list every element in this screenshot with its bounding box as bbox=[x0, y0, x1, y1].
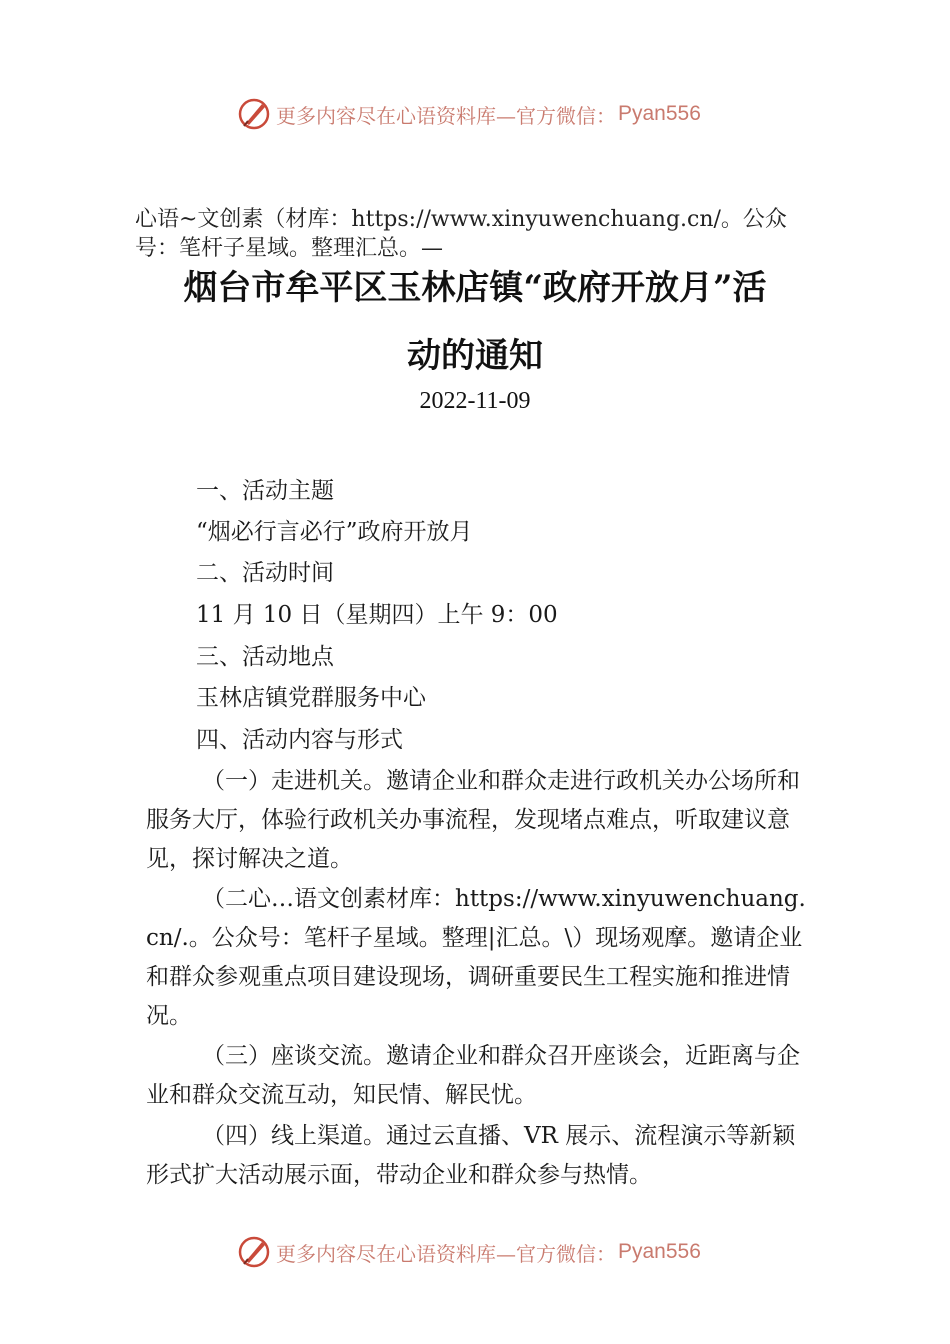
paragraph-forum-exchange bbox=[146, 1037, 811, 1115]
section-heading-time: 二、活动时间 bbox=[196, 560, 334, 586]
document-title-line-1: 烟台市牟平区玉林店镇“政府开放月”活 bbox=[183, 268, 767, 308]
paragraph-online-channels bbox=[146, 1117, 811, 1195]
quill-logo-icon bbox=[236, 1234, 272, 1270]
paragraph-forum-exchange-text: （三）座谈交流。邀请企业和群众召开座谈会，近距离与企业和群众交流互动，知民情、解民忧。 bbox=[146, 1043, 800, 1108]
document-date: 2022-11-09 bbox=[419, 388, 531, 414]
document-title-line-2: 动的通知 bbox=[407, 336, 543, 376]
section-body-location: 玉林店镇党群服务中心 bbox=[196, 685, 426, 711]
watermark-text: 更多内容尽在心语资料库—官方微信： bbox=[276, 1241, 616, 1266]
paragraph-online-channels-text: （四）线上渠道。通过云直播、VR 展示、流程演示等新颖形式扩大活动展示面，带动企业和群众参与热情。 bbox=[146, 1123, 796, 1188]
paragraph-site-observation bbox=[146, 880, 811, 1036]
watermark-header bbox=[236, 96, 701, 132]
section-body-time: 11 月 10 日（星期四）上午 9：00 bbox=[196, 602, 558, 628]
section-heading-location: 三、活动地点 bbox=[196, 644, 334, 670]
paragraph-visit-offices-text: （一）走进机关。邀请企业和群众走进行政机关办公场所和服务大厅，体验行政机关办事流程，发现堵点难点，听取建议意见，探讨解决之道。 bbox=[146, 768, 800, 872]
watermark-footer bbox=[236, 1234, 701, 1270]
quill-logo-icon bbox=[236, 96, 272, 132]
watermark-wechat-id: Pyan556 bbox=[618, 102, 701, 125]
section-heading-content: 四、活动内容与形式 bbox=[196, 727, 403, 753]
paragraph-site-observation-text: （二心…语文创素材库：https://www.xinyuwenchuang.cn/.。公众号：笔杆子星域。整理|汇总。\）现场观摩。邀请企业和群众参观重点项目建设现场，调研重要民生工程实施和推进情况。 bbox=[146, 886, 806, 1029]
watermark-wechat-id: Pyan556 bbox=[618, 1240, 701, 1263]
watermark-text: 更多内容尽在心语资料库—官方微信： bbox=[276, 103, 616, 128]
paragraph-visit-offices bbox=[146, 762, 811, 879]
source-note: 心语~文创素（材库：https://www.xinyuwenchuang.cn/。公众号：笔杆子星域。整理汇总。— bbox=[135, 207, 787, 261]
section-heading-theme: 一、活动主题 bbox=[196, 478, 334, 504]
section-body-theme: “烟必行言必行”政府开放月 bbox=[196, 519, 473, 545]
